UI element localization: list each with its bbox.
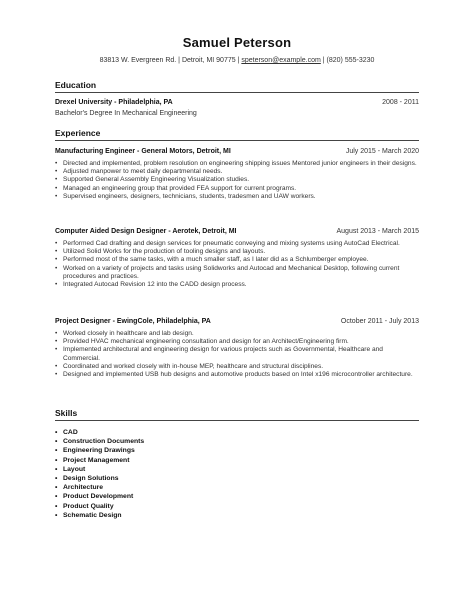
bullet-item: • Adjusted manpower to meet daily departmental needs. bbox=[55, 168, 419, 176]
job-title: Manufacturing Engineer - General Motors, Detroit, MI bbox=[55, 148, 231, 155]
bullet-item: • Performed Cad drafting and design services for pneumatic conveying and mixing systems using AutoCad Electrical. bbox=[55, 240, 419, 248]
education-heading: Education bbox=[55, 80, 97, 90]
bullet-item: • Supervised engineers, designers, technicians, students, tradesmen and UAW workers. bbox=[55, 193, 419, 201]
job-title: Computer Aided Design Designer - Aerotek, Detroit, MI bbox=[55, 228, 237, 235]
skills-heading: Skills bbox=[55, 408, 78, 418]
skill-item: • CAD bbox=[55, 428, 255, 437]
phone-text: | (820) 555-3230 bbox=[320, 57, 375, 64]
skill-item: • Architecture bbox=[55, 483, 255, 492]
degree-text: Bachelor's Degree In Mechanical Engineering bbox=[55, 110, 197, 117]
bullet-item: • Designed and implemented USB hub designs and automotive products based on Intel x196 microcontroller architecture. bbox=[55, 371, 419, 379]
skill-item: • Construction Documents bbox=[55, 437, 255, 446]
bullet-item: • Coordinated and worked closely with in-house MEP, healthcare and structural disciplines. bbox=[55, 363, 419, 371]
bullet-item: • Supported General Assembly Engineering Visualization studies. bbox=[55, 176, 419, 184]
bullet-item: • Managed an engineering group that provided FEA support for current programs. bbox=[55, 185, 419, 193]
bullet-item: • Utilized Solid Works for the production of tooling designs and layouts. bbox=[55, 248, 419, 256]
job-dates: July 2015 - March 2020 bbox=[345, 148, 419, 155]
job-bullets bbox=[55, 160, 419, 201]
bullet-item: • Implemented architectural and engineering design for various projects such as Governmental, Healthcare and Commercial. bbox=[55, 346, 419, 362]
education-dates: 2008 - 2011 bbox=[382, 99, 419, 106]
job-dates: August 2013 - March 2015 bbox=[336, 228, 419, 235]
experience-divider bbox=[55, 140, 419, 141]
bullet-item: • Worked closely in healthcare and lab design. bbox=[55, 330, 419, 338]
skill-item: • Engineering Drawings bbox=[55, 446, 255, 455]
job-bullets bbox=[55, 330, 419, 379]
bullet-item: • Directed and implemented, problem resolution on engineering shipping issues Mentored junior engineers in their designs. bbox=[55, 160, 419, 168]
email-link[interactable]: speterson@example.com bbox=[241, 57, 321, 64]
contact-line bbox=[0, 57, 474, 64]
skills-list bbox=[55, 428, 255, 520]
skill-item: • Project Management bbox=[55, 456, 255, 465]
skill-item: • Schematic Design bbox=[55, 511, 255, 520]
job-bullets bbox=[55, 240, 419, 289]
bullet-item: • Integrated Autocad Revision 12 into the CADD design process. bbox=[55, 281, 419, 289]
job-dates: October 2011 - July 2013 bbox=[340, 318, 419, 325]
school-name: Drexel University - Philadelphia, PA bbox=[55, 99, 173, 106]
candidate-name: Samuel Peterson bbox=[182, 35, 292, 50]
job-title: Project Designer - EwingCole, Philadelphia, PA bbox=[55, 318, 211, 325]
experience-heading: Experience bbox=[55, 128, 101, 138]
bullet-item: • Performed most of the same tasks, with a much smaller staff, as I later did as a Schlumberger employee. bbox=[55, 256, 419, 264]
skill-item: • Layout bbox=[55, 465, 255, 474]
skill-item: • Design Solutions bbox=[55, 474, 255, 483]
skill-item: • Product Quality bbox=[55, 502, 255, 511]
bullet-item: • Provided HVAC mechanical engineering consultation and design for an Architect/Engineering firm. bbox=[55, 338, 419, 346]
address-text: 83813 W. Evergreen Rd. | Detroit, MI 90775 | bbox=[99, 57, 242, 64]
bullet-item: • Worked on a variety of projects and tasks using Solidworks and Autocad and Mechanical Desktop, following current procedures and practices. bbox=[55, 265, 419, 281]
education-divider bbox=[55, 92, 419, 93]
skill-item: • Product Development bbox=[55, 492, 255, 501]
skills-divider bbox=[55, 420, 419, 421]
